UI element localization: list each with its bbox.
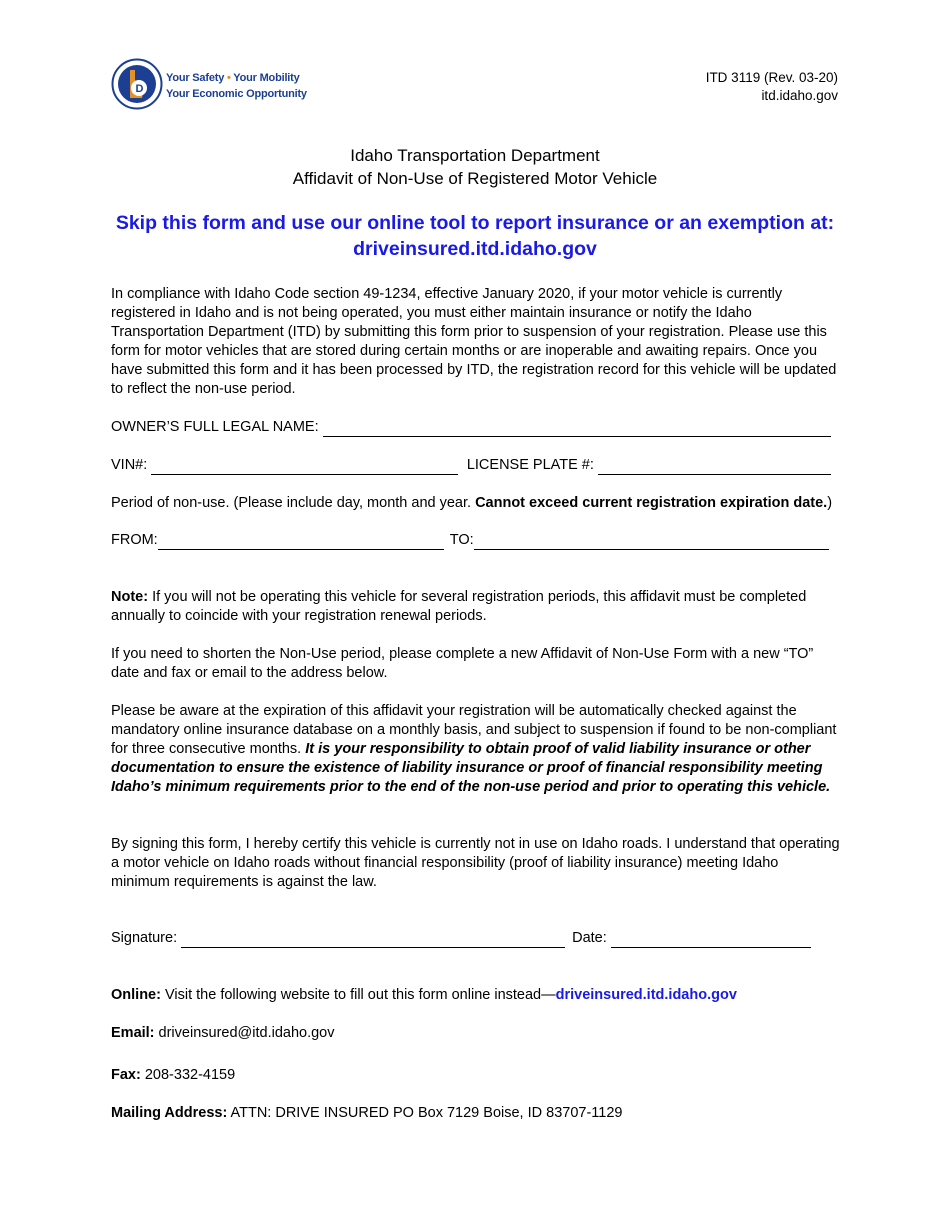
skip-banner-link[interactable]: driveinsured.itd.idaho.gov	[353, 238, 597, 260]
form-name: Affidavit of Non-Use of Registered Motor Vehicle	[292, 169, 658, 188]
online-contact: Online: Visit the following website to fill out this form online instead—driveinsured.itd.idaho.gov	[111, 987, 737, 1003]
shorten-paragraph: If you need to shorten the Non-Use period, please complete a new Affidavit of Non-Use Form with a new “TO” date and fax or email to the address below.	[111, 646, 814, 681]
to-label: TO:	[449, 532, 474, 548]
from-to-row	[111, 531, 831, 550]
mailing-address-value: ATTN: DRIVE INSURED PO Box 7129 Boise, ID 83707-1129	[227, 1105, 623, 1121]
email-contact: Email: driveinsured@itd.idaho.gov	[111, 1025, 335, 1041]
license-plate-field[interactable]	[598, 461, 831, 475]
logo-tagline: Your Safety • Your Mobility Your Economic Opportunity	[166, 72, 307, 100]
responsibility-warning: It is your responsibility to obtain proof of valid liability insurance or other documentation to ensure the existence of liability insurance or proof of financial responsibility meeting Idaho’s minimum requirements prior to the end of the non-use period and prior to operating this vehicle.	[111, 741, 831, 795]
agency-website: itd.idaho.gov	[761, 88, 838, 103]
signature-row	[111, 929, 831, 948]
svg-text:D: D	[135, 83, 144, 95]
vin-label: VIN#:	[111, 457, 148, 473]
signature-field[interactable]	[181, 934, 565, 948]
from-label: FROM:	[111, 532, 158, 548]
page-title	[0, 144, 950, 190]
itd-logo	[111, 58, 307, 112]
certification-paragraph: By signing this form, I hereby certify this vehicle is currently not in use on Idaho roads. I understand that operating a motor vehicle on Idaho roads without financial responsibility (proof of liability insurance) meeting Idaho minimum requirements is against the law.	[111, 836, 840, 890]
owner-name-row	[111, 418, 831, 437]
note-label: Note:	[111, 589, 149, 605]
date-label: Date:	[572, 930, 607, 946]
itd-seal-icon	[111, 58, 163, 110]
skip-banner	[80, 210, 870, 262]
period-instruction: Period of non-use. (Please include day, month and year. Cannot exceed current registration expiration date.)	[111, 495, 833, 511]
form-number: ITD 3119 (Rev. 03-20)	[705, 70, 838, 85]
vin-plate-row	[111, 456, 831, 475]
vin-field[interactable]	[151, 461, 458, 475]
mailing-address: Mailing Address: ATTN: DRIVE INSURED PO Box 7129 Boise, ID 83707-1129	[111, 1105, 623, 1121]
date-field[interactable]	[611, 934, 811, 948]
note-paragraph: Note: If you will not be operating this vehicle for several registration periods, this affidavit must be completed annually to coincide with your registration renewal periods.	[111, 589, 807, 624]
to-date-field[interactable]	[474, 536, 829, 550]
email-address[interactable]: driveinsured@itd.idaho.gov	[154, 1025, 335, 1041]
awareness-paragraph: Please be aware at the expiration of this affidavit your registration will be automatically checked against the mandatory online insurance database on a monthly basis, and subject to suspension if found to be non-compliant for three consecutive months. It is your responsibility to obtain proof of valid liability insurance or other documentation to ensure the existence of liability insurance or proof of financial responsibility meeting Idaho’s minimum requirements prior to the end of the non-use period and prior to operating this vehicle.	[111, 703, 837, 795]
fax-number: 208-332-4159	[140, 1067, 236, 1083]
agency-name: Idaho Transportation Department	[350, 146, 600, 165]
online-link[interactable]: driveinsured.itd.idaho.gov	[555, 987, 737, 1003]
form-identifier	[706, 69, 838, 105]
fax-contact: Fax: 208-332-4159	[111, 1067, 236, 1083]
owner-name-label: OWNER’S FULL LEGAL NAME:	[111, 419, 319, 435]
license-plate-label: LICENSE PLATE #:	[466, 457, 594, 473]
skip-banner-text: Skip this form and use our online tool to report insurance or an exemption at:	[115, 212, 835, 234]
intro-paragraph: In compliance with Idaho Code section 49-1234, effective January 2020, if your motor vehicle is currently registered in Idaho and is not being operated, you must either maintain insurance or notify the Idaho Transportation Department (ITD) by submitting this form prior to suspension of your registration. Please use this form for motor vehicles that are stored during certain months or are inoperable and awaiting repairs. Once you have submitted this form and it has been processed by ITD, the registration record for this vehicle will be updated to reflect the non-use period.	[111, 286, 837, 397]
from-date-field[interactable]	[158, 536, 444, 550]
owner-name-field[interactable]	[323, 423, 831, 437]
signature-label: Signature:	[111, 930, 178, 946]
